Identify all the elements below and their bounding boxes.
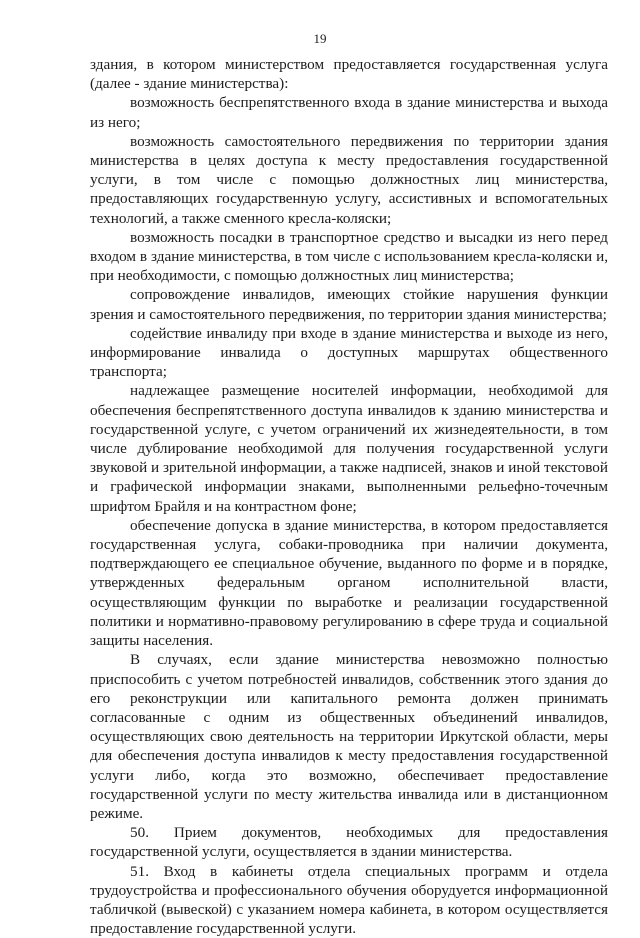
- document-body: [90, 55, 608, 938]
- page-number: 19: [313, 31, 327, 46]
- paragraph: обеспечение допуска в здание министерства, в котором предоставляется государственная услуга, собаки-проводника при наличии документа, подтверждающего ее специальное обучение, выданного по форме и в порядке, утвержденных федеральным органом исполнительной власти, осуществляющим функции по выработке и реализации государственной политики и нормативно-правовому регулированию в сфере труда и социальной защиты населения.: [90, 516, 608, 650]
- paragraph: возможность посадки в транспортное средство и высадки из него перед входом в здание министерства, в том числе с использованием кресла-коляски и, при необходимости, с помощью должностных лиц министерства;: [90, 228, 608, 285]
- paragraph: сопровождение инвалидов, имеющих стойкие нарушения функции зрения и самостоятельного передвижения, по территории здания министерства;: [90, 286, 608, 323]
- paragraph: 50. Прием документов, необходимых для предоставления государственной услуги, осуществляется в здании министерства.: [90, 824, 608, 861]
- paragraph: 51. Вход в кабинеты отдела специальных программ и отдела трудоустройства и профессионального обучения оборудуется информационной табличкой (вывеской) с указанием номера кабинета, в котором осуществляется предоставление государственной услуги.: [90, 862, 608, 938]
- paragraph: возможность беспрепятственного входа в здание министерства и выхода из него;: [90, 94, 608, 131]
- paragraph: надлежащее размещение носителей информации, необходимой для обеспечения беспрепятственного доступа инвалидов к зданию министерства и государственной услуге, с учетом ограничений их жизнедеятельности, в том числе дублирование необходимой для получения государственной услуги звуковой и зрительной информации, а также надписей, знаков и иной текстовой и графической информации знаками, выполненными рельефно-точечным шрифтом Брайля и на контрастном фоне;: [90, 382, 608, 515]
- paragraph: В случаях, если здание министерства невозможно полностью приспособить с учетом потребностей инвалидов, собственник этого здания до его реконструкции или капитального ремонта должен принимать согласованные с одним из общественных объединений инвалидов, осуществляющих свою деятельность на территории Иркутской области, меры для обеспечения доступа инвалидов к месту предоставления государственной услуги либо, когда это возможно, обеспечивает предоставление государственной услуги по месту жительства инвалида или в дистанционном режиме.: [90, 651, 608, 822]
- paragraph: содействие инвалиду при входе в здание министерства и выходе из него, информирование инвалида о доступных маршрутах общественного транспорта;: [90, 324, 608, 381]
- paragraph: здания, в котором министерством предоставляется государственная услуга (далее - здание министерства):: [90, 56, 608, 93]
- paragraph: возможность самостоятельного передвижения по территории здания министерства в целях доступа к месту предоставления государственной услуги, в том числе с помощью должностных лиц министерства, предоставляющих государственную услугу, ассистивных и вспомогательных технологий, а также сменного кресла-коляски;: [90, 132, 608, 227]
